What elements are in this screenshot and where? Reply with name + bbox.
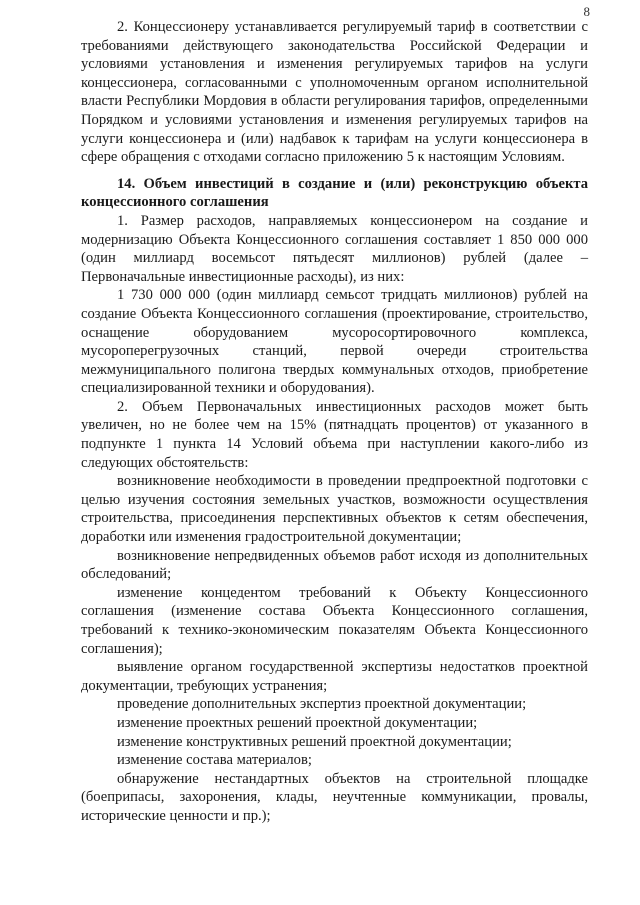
paragraph-increase: 2. Объем Первоначальных инвестиционных расходов может быть увеличен, но не более чем на 15% (пятнадцать процентов) от указанного в подпункте 1 пункта 14 Условий объема при наступлении какого-либо из следующих обстоятельств: [81, 398, 588, 471]
list-item: изменение концедентом требований к Объекту Концессионного соглашения (изменение состава Объекта Концессионного соглашения, требований к технико-экономическим показателям Объекта Концессионного соглашения); [81, 584, 588, 657]
paragraph-tariff: 2. Концессионеру устанавливается регулируемый тариф в соответствии с требованиями действующего законодательства Российской Федерации и условиями установления и изменения регулируемых тарифов на услуги концессионера, согласованными с уполномоченным органом исполнительной власти Республики Мордовия в области регулирования тарифов, определенными Порядком и условиями установления и изменения регулируемых тарифов на услуги концессионера и (или) надбавок к тарифам на услуги концессионера в сфере обращения с отходами согласно приложению 5 к настоящим Условиям. [81, 19, 588, 166]
list-item: изменение конструктивных решений проектной документации; [117, 733, 512, 750]
list-item: возникновение непредвиденных объемов работ исходя из дополнительных обследований; [81, 547, 588, 583]
list-item: изменение проектных решений проектной документации; [117, 714, 478, 731]
page-number: 8 [583, 4, 590, 19]
paragraph-expenses: 1. Размер расходов, направляемых концессионером на создание и модернизацию Объекта Концессионного соглашения составляет 1 850 000 000 (один миллиард восемьсот пятьдесят миллионов) рублей (далее – Первоначальные инвестиционные расходы), из них: [81, 212, 588, 285]
list-item: выявление органом государственной экспертизы недостатков проектной документации, требующих устранения; [81, 659, 588, 694]
list-item: обнаружение нестандартных объектов на строительной площадке (боеприпасы, захоронения, клады, неучтенные коммуникации, провалы, исторические ценности и пр.); [81, 770, 588, 824]
list-item: проведение дополнительных экспертиз проектной документации; [117, 696, 527, 713]
list-item: изменение состава материалов; [117, 752, 312, 769]
section-heading-14: 14. Объем инвестиций в создание и (или) реконструкцию объекта концессионного соглашения [81, 175, 588, 211]
document-body [81, 18, 588, 826]
list-item: возникновение необходимости в проведении предпроектной подготовки с целью изучения состояния земельных участков, возможности осуществления строительства, присоединения перспективных объектов к сетям обеспечения, доработки или изменения градостроительной документации; [81, 473, 588, 546]
paragraph-creation-costs: 1 730 000 000 (один миллиард семьсот тридцать миллионов) рублей на создание Объекта Концессионного соглашения (проектирование, строительство, оснащение оборудованием мусоросортировочного комплекса, мусороперегрузочных станций, первой очереди строительства межмуниципального полигона твердых коммунальных отходов, приобретение специализированной техники и оборудования). [81, 287, 588, 397]
